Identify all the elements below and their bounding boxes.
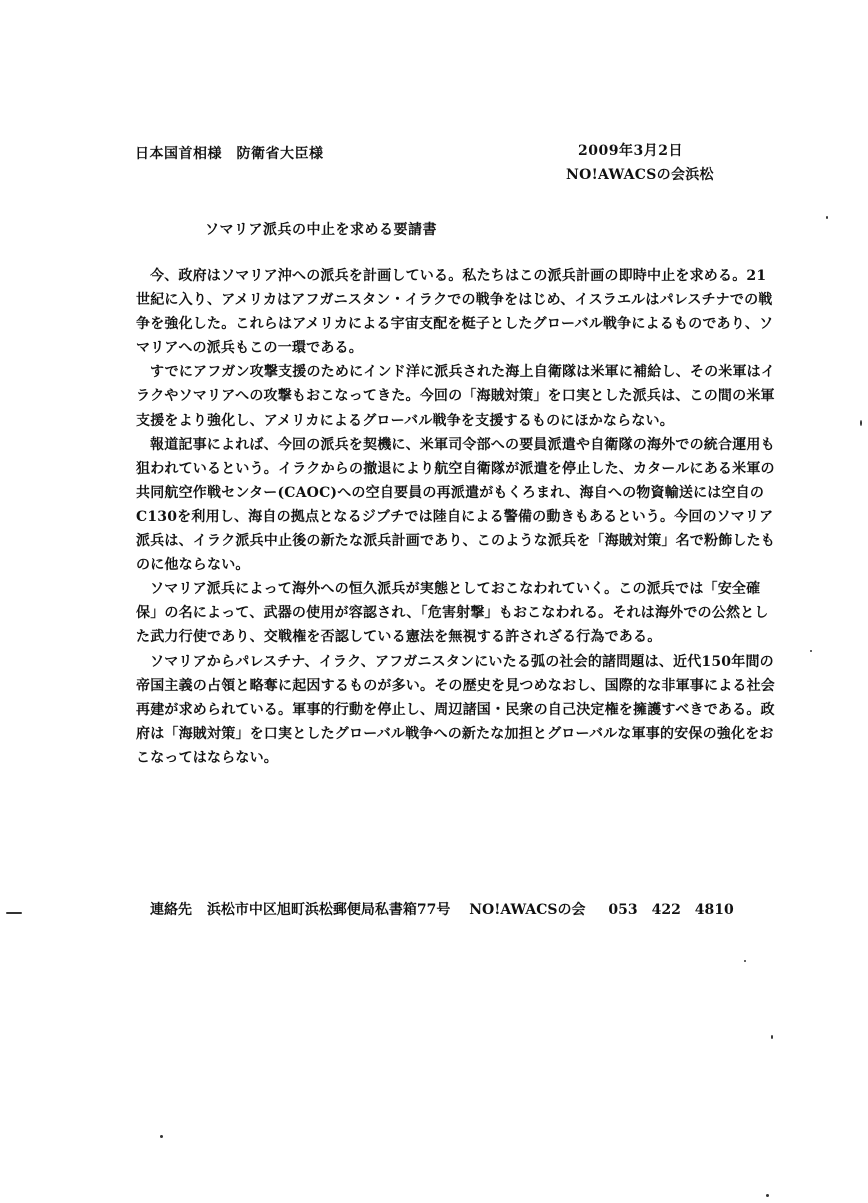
document-title: ソマリア派兵の中止を求める要請書	[205, 222, 437, 238]
contact-address: 浜松市中区旭町浜松郵便局私書箱77号	[206, 902, 451, 918]
document-date: 2009年3月2日	[578, 143, 683, 159]
paragraph: 報道記事によれば、今回の派兵を契機に、米軍司令部への要員派遣や自衛隊の海外での統合運用も狙われているという。イラクからの撤退により航空自衛隊が派遣を停止した、カタールにある米軍の共同航空作戦センター(CAOC)への空自要員の再派遣がもくろまれ、海自への物資輸送には空自のC130を利用し、海自の拠点となるジブチでは陸自による警備の動きもあるという。今回のソマリア派兵は、イラク派兵中止後の新たな派兵計画であり、このような派兵を「海賊対策」名で粉飾したものに他ならない。	[136, 436, 775, 574]
paragraph: すでにアフガン攻撃支援のためにインド洋に派兵された海上自衛隊は米軍に補給し、その米軍はイラクやソマリアへの攻撃もおこなってきた。今回の「海賊対策」を口実とした派兵は、この間の米軍支援をより強化し、アメリカによるグローバル戦争を支援するものにほかならない。	[136, 364, 776, 429]
contact-phone: 053 422 4810	[608, 902, 734, 918]
paragraph: ソマリアからパレスチナ、イラク、アフガニスタンにいたる弧の社会的諸問題は、近代150年間の帝国主義の占領と略奪に起因するものが多い。その歴史を見つめなおし、国際的な非軍事による社会再建が求められている。軍事的行動を停止し、周辺諸国・民衆の自己決定権を擁護すべきである。政府は「海賊対策」を口実としたグローバル戦争への新たな加担とグローバルな軍事的安保の強化をおこなってはならない。	[136, 653, 775, 766]
contact-label: 連絡先	[150, 902, 192, 918]
scan-speck	[860, 420, 862, 426]
addressee: 日本国首相様 防衛省大臣様	[135, 146, 324, 162]
scan-speck	[826, 216, 828, 219]
scan-speck	[766, 1194, 769, 1197]
scan-speck	[810, 650, 812, 652]
scan-speck	[744, 960, 746, 962]
sender: NO!AWACSの会浜松	[566, 167, 714, 183]
contact-organization: NO!AWACSの会	[469, 902, 586, 918]
contact-line	[150, 899, 734, 919]
paragraph: ソマリア派兵によって海外への恒久派兵が実態としておこなわれていく。この派兵では「安全確保」の名によって、武器の使用が容認され、「危害射撃」もおこなわれる。それは海外での公然とした武力行使であり、交戦権を否認している憲法を無視する許されざる行為である。	[136, 581, 769, 646]
document-body	[136, 264, 776, 770]
paragraph: 今、政府はソマリア沖への派兵を計画している。私たちはこの派兵計画の即時中止を求める。21世紀に入り、アメリカはアフガニスタン・イラクでの戦争をはじめ、イスラエルはパレスチナでの戦争を強化した。これらはアメリカによる宇宙支配を梃子としたグローバル戦争によるものであり、ソマリアへの派兵もこの一環である。	[136, 268, 774, 357]
scan-speck	[6, 912, 22, 914]
scan-speck	[160, 1135, 163, 1138]
scan-speck	[771, 1035, 773, 1039]
